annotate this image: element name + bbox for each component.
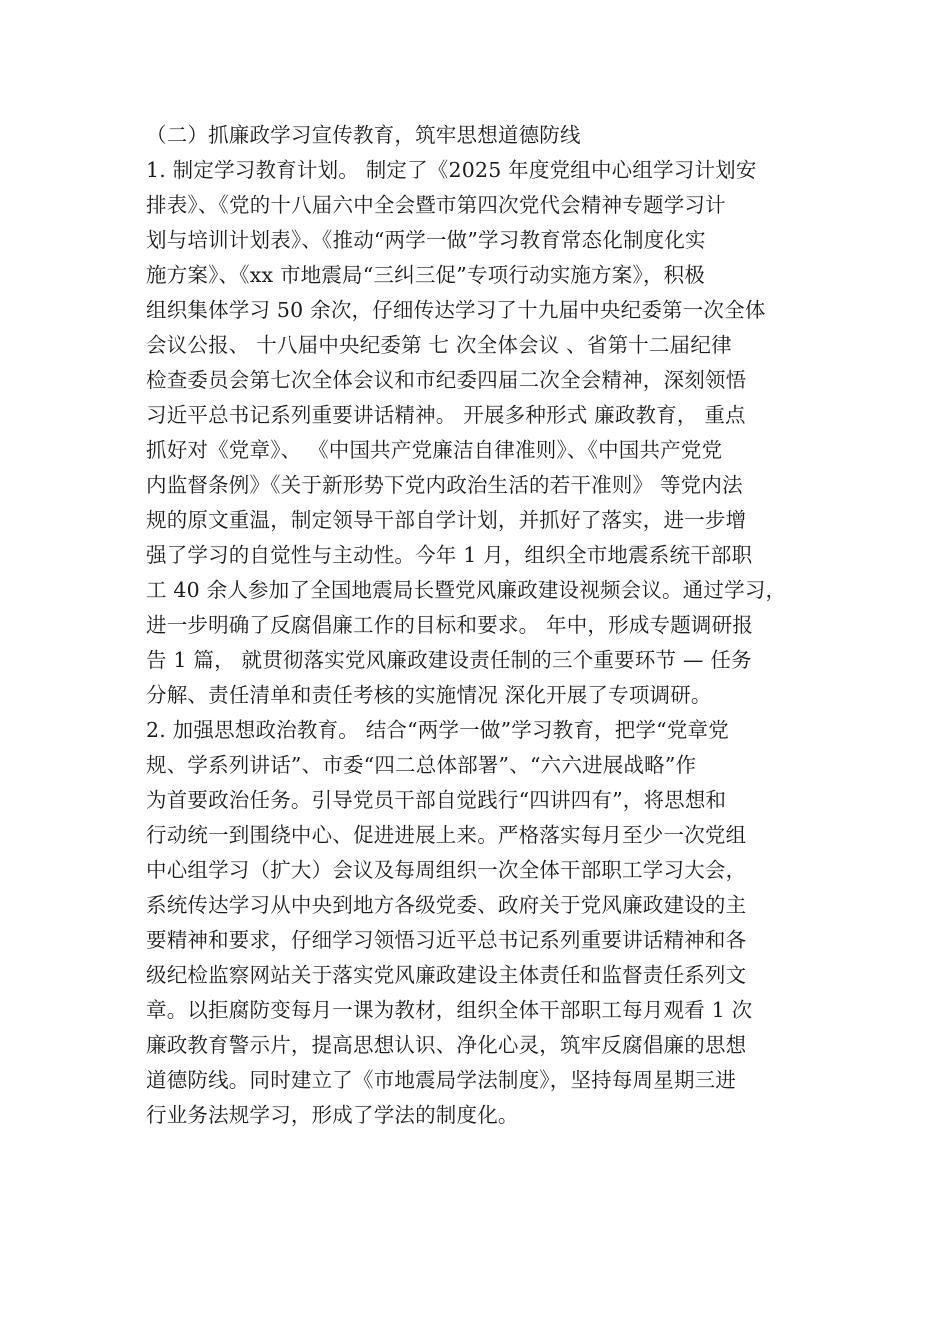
paragraph-line: 习近平总书记系列重要讲话精神。 开展多种形式 廉政教育， 重点 — [146, 403, 746, 427]
paragraph-line: 1. 制定学习教育计划。 制定了《2025 年度党组中心组学习计划安 — [146, 158, 757, 182]
paragraph-line: 施方案》、《xx 市地震局“三纠三促”专项行动实施方案》，积极 — [146, 263, 706, 287]
paragraph-line: 分解、责任清单和责任考核的实施情况 深化开展了专项调研。 — [146, 683, 712, 707]
paragraph-line: 排表》、《党的十八届六中全会暨市第四次党代会精神专题学习计 — [146, 193, 726, 217]
paragraph-line: 组织集体学习 50 余次，仔细传达学习了十九届中央纪委第一次全体 — [146, 298, 766, 322]
paragraph-line: 系统传达学习从中央到地方各级党委、政府关于党风廉政建设的主 — [146, 893, 747, 917]
paragraph-line: 行动统一到围绕中心、促进进展上来。严格落实每月至少一次党组 — [146, 823, 747, 847]
paragraph-line: 会议公报、 十八届中央纪委第 七 次全体会议 、省第十二届纪律 — [146, 333, 732, 357]
paragraph-line: 抓好对《党章》、 《中国共产党廉洁自律准则》、《中国共产党党 — [146, 438, 723, 462]
paragraph-line: 道德防线。同时建立了《市地震局学法制度》，坚持每周星期三进 — [146, 1068, 737, 1092]
paragraph-line: 行业务法规学习，形成了学法的制度化。 — [146, 1103, 519, 1127]
section-heading: （二）抓廉政学习宣传教育，筑牢思想道德防线 — [146, 123, 581, 147]
paragraph-line: 内监督条例》《关于新形势下党内政治生活的若干准则》 等党内法 — [146, 473, 743, 497]
paragraph-line: 章。以拒腐防变每月一课为教材，组织全体干部职工每月观看 1 次 — [146, 998, 753, 1022]
paragraph-line: 廉政教育警示片，提高思想认识、净化心灵，筑牢反腐倡廉的思想 — [146, 1033, 747, 1057]
paragraph-line: 强了学习的自觉性与主动性。今年 1 月，组织全市地震系统干部职 — [146, 543, 753, 567]
paragraph-line: 告 1 篇， 就贯彻落实党风廉政建设责任制的三个重要环节 — 任务 — [146, 648, 752, 672]
paragraph-line: 要精神和要求，仔细学习领悟习近平总书记系列重要讲话精神和各 — [146, 928, 747, 952]
paragraph-line: 级纪检监察网站关于落实党风廉政建设主体责任和监督责任系列文 — [146, 963, 747, 987]
paragraph-line: 进一步明确了反腐倡廉工作的目标和要求。 年中，形成专题调研报 — [146, 613, 754, 637]
paragraph-line: 中心组学习（扩大）会议及每周组织一次全体干部职工学习大会， — [146, 858, 747, 882]
paragraph-line: 规的原文重温，制定领导干部自学计划，并抓好了落实，进一步增 — [146, 508, 747, 532]
paragraph-line: 划与培训计划表》、《推动“两学一做”学习教育常态化制度化实 — [146, 228, 706, 252]
paragraph-line: 工 40 余人参加了全国地震局长暨党风廉政建设视频会议。通过学习， — [146, 578, 787, 602]
paragraph-line: 规、学系列讲话”、市委“四二总体部署”、“六六进展战略”作 — [146, 753, 697, 777]
paragraph-line: 为首要政治任务。引导党员干部自觉践行“四讲四有”，将思想和 — [146, 788, 727, 812]
paragraph-line: 检查委员会第七次全体会议和市纪委四届二次全会精神，深刻领悟 — [146, 368, 747, 392]
paragraph-line: 2. 加强思想政治教育。 结合“两学一做”学习教育，把学“党章党 — [146, 718, 729, 742]
